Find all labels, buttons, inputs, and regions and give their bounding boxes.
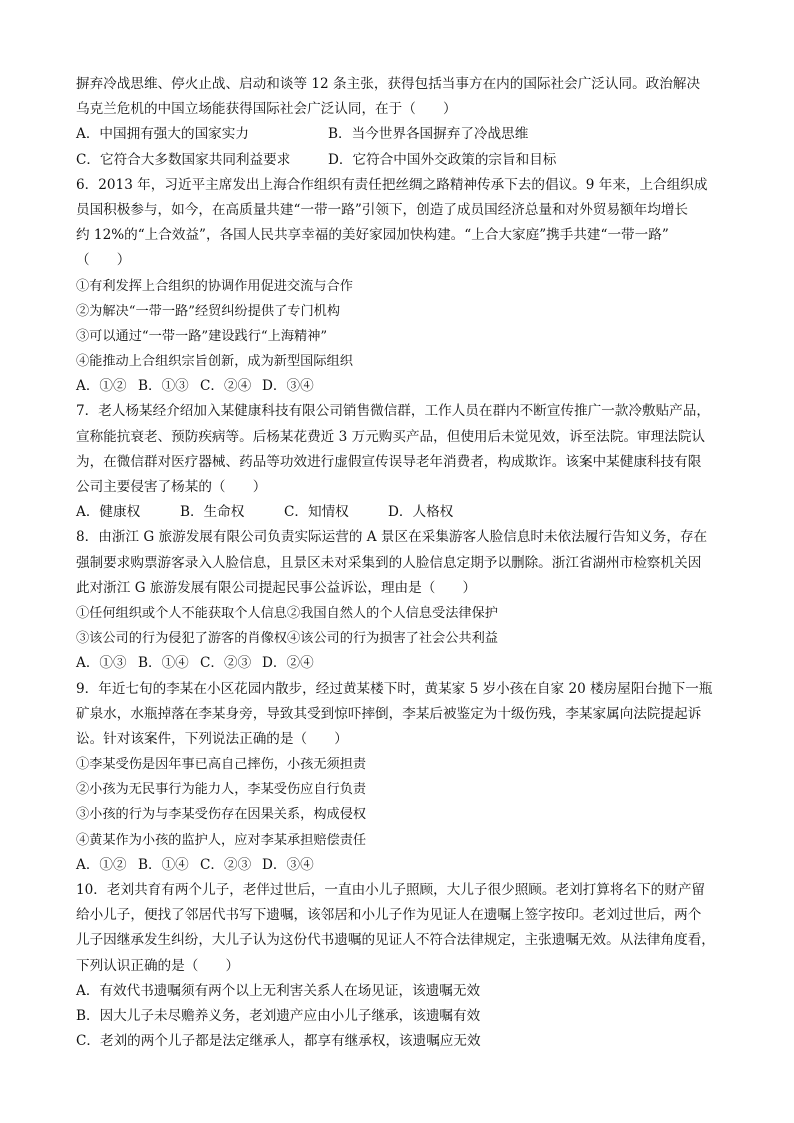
text-line: 为，在微信群对医疗器械、药品等功效进行虚假宣传误导老年消费者，构成欺诈。该案中某健康科技有限 xyxy=(76,453,702,470)
option-b[interactable]: B．①④ xyxy=(138,856,189,873)
option-a[interactable]: A．①② xyxy=(76,378,127,395)
text-line: 约 12%的“上合效益”，各国人民共享幸福的美好家园加快构建。“上合大家庭”携手共建“一带一路” xyxy=(76,227,669,244)
option-d[interactable]: D．它符合中国外交政策的宗旨和目标 xyxy=(328,151,557,168)
text-line: 讼。针对该案件，下列说法正确的是（ ） xyxy=(76,730,348,747)
text-line: 摒弃冷战思维、停火止战、启动和谈等 12 条主张，获得包括当事方在内的国际社会广泛认同。政治解决 xyxy=(76,76,701,92)
text-line: 宣称能抗衰老、预防疾病等。后杨某花费近 3 万元购买产品，但使用后未觉见效，诉至法院。审理法院认 xyxy=(76,428,706,445)
option-b[interactable]: B．①③ xyxy=(138,378,189,395)
option-b[interactable]: B．①④ xyxy=(138,655,189,672)
option-d[interactable]: D．③④ xyxy=(262,856,314,873)
statement-4: ④能推动上合组织宗旨创新，成为新型国际组织 xyxy=(76,354,353,370)
text-line: 10．老刘共育有两个儿子，老伴过世后，一直由小儿子照顾，大儿子很少照顾。老刘打算将名下的财产留 xyxy=(76,882,706,898)
question-7-options xyxy=(76,500,722,525)
question-9-options xyxy=(76,853,722,878)
option-c[interactable]: C．老刘的两个儿子都是法定继承人，都享有继承权，该遗嘱应无效 xyxy=(76,1033,481,1050)
text-line: 乌克兰危机的中国立场能获得国际社会广泛认同，在于（ ） xyxy=(76,101,457,118)
text-line: 此对浙江 G 旅游发展有限公司提起民事公益诉讼，理由是（ ） xyxy=(76,579,477,596)
option-c[interactable]: C．知情权 xyxy=(284,504,349,521)
text-line: 公司主要侵害了杨某的（ ） xyxy=(76,479,267,495)
option-a[interactable]: A．有效代书遗嘱须有两个以上无利害关系人在场见证，该遗嘱无效 xyxy=(76,982,481,999)
text-line: 下列认识正确的是（ ） xyxy=(76,957,240,974)
text-line: 矿泉水，水瓶掉落在李某身旁，导致其受到惊吓摔倒，李某后被鉴定为十级伤残，李某家属向法院提起诉 xyxy=(76,705,702,722)
question-7-stem xyxy=(76,399,722,500)
text-line: 给小儿子，便找了邻居代书写下遗嘱，该邻居和小儿子作为见证人在遗嘱上签字按印。老刘过世后，两个 xyxy=(76,907,702,924)
statement-3: ③小孩的行为与李某受伤存在因果关系，构成侵权 xyxy=(76,807,367,823)
text-line: 6．2013 年，习近平主席发出上海合作组织有责任把丝绸之路精神传承下去的倡议。9 年来，上合组织成 xyxy=(76,176,708,193)
option-a[interactable]: A．中国拥有强大的国家实力 xyxy=(76,126,249,143)
text-line: 儿子因继承发生纠纷，大儿子认为这份代书遗嘱的见证人不符合法律规定，主张遗嘱无效。从法律角度看， xyxy=(76,932,715,949)
question-8-options xyxy=(76,651,722,676)
option-c[interactable]: C．②④ xyxy=(200,378,252,395)
option-c[interactable]: C．它符合大多数国家共同利益要求 xyxy=(76,151,291,168)
exam-page xyxy=(76,72,722,1054)
question-10-stem xyxy=(76,878,722,979)
text-line: 8．由浙江 G 旅游发展有限公司负责实际运营的 A 景区在采集游客人脸信息时未依法履行告知义务，存在 xyxy=(76,529,708,546)
question-6-options xyxy=(76,374,722,399)
question-8-stem xyxy=(76,525,722,601)
option-b[interactable]: B．当今世界各国摒弃了冷战思维 xyxy=(328,126,529,143)
option-b[interactable]: B．因大儿子未尽赡养义务，老刘遗产应由小儿子继承，该遗嘱有效 xyxy=(76,1007,481,1024)
text-line: 7．老人杨某经介绍加入某健康科技有限公司销售微信群，工作人员在群内不断宣传推广一款冷敷贴产品， xyxy=(76,403,710,420)
text-line: 员国积极参与，如今，在高质量共建“一带一路”引领下，创造了成员国经济总量和对外贸易额年均增长 xyxy=(76,201,689,218)
statement-2: ②小孩为无民事行为能力人，李某受伤应自行负责 xyxy=(76,782,367,798)
statement-1: ①李某受伤是因年事已高自己摔伤，小孩无须担责 xyxy=(76,757,367,773)
option-b[interactable]: B．生命权 xyxy=(180,504,245,521)
question-5-options-row-1 xyxy=(76,122,722,147)
statement-3: ③可以通过“一带一路”建设践行“上海精神” xyxy=(76,328,328,344)
option-d[interactable]: D．③④ xyxy=(262,378,314,395)
statements-1-2: ①任何组织或个人不能获取个人信息②我国自然人的个人信息受法律保护 xyxy=(76,605,498,621)
option-a[interactable]: A．健康权 xyxy=(76,504,141,521)
question-9-stem xyxy=(76,677,722,753)
option-a[interactable]: A．①② xyxy=(76,856,127,873)
option-d[interactable]: D．②④ xyxy=(262,655,314,672)
question-6-stem xyxy=(76,173,722,274)
option-c[interactable]: C．②③ xyxy=(200,856,252,873)
option-c[interactable]: C．②③ xyxy=(200,655,252,672)
text-line: 9．年近七旬的李某在小区花园内散步，经过黄某楼下时，黄某家 5 岁小孩在自家 20 楼房屋阳台抛下一瓶 xyxy=(76,680,713,697)
text-line: 强制要求购票游客录入人脸信息，且景区未对采集到的人脸信息定期予以删除。浙江省湖州市检察机关因 xyxy=(76,554,702,571)
question-5-stem xyxy=(76,72,722,122)
option-a[interactable]: A．①③ xyxy=(76,655,127,672)
text-line: （ ） xyxy=(76,252,131,269)
question-5-options-row-2 xyxy=(76,148,722,173)
statement-2: ②为解决“一带一路”经贸纠纷提供了专门机构 xyxy=(76,303,341,319)
statement-1: ①有利发挥上合组织的协调作用促进交流与合作 xyxy=(76,278,353,294)
statement-4: ④黄某作为小孩的监护人，应对李某承担赔偿责任 xyxy=(76,832,367,848)
option-d[interactable]: D．人格权 xyxy=(388,504,454,521)
statements-3-4: ③该公司的行为侵犯了游客的肖像权④该公司的行为损害了社会公共利益 xyxy=(76,631,498,647)
